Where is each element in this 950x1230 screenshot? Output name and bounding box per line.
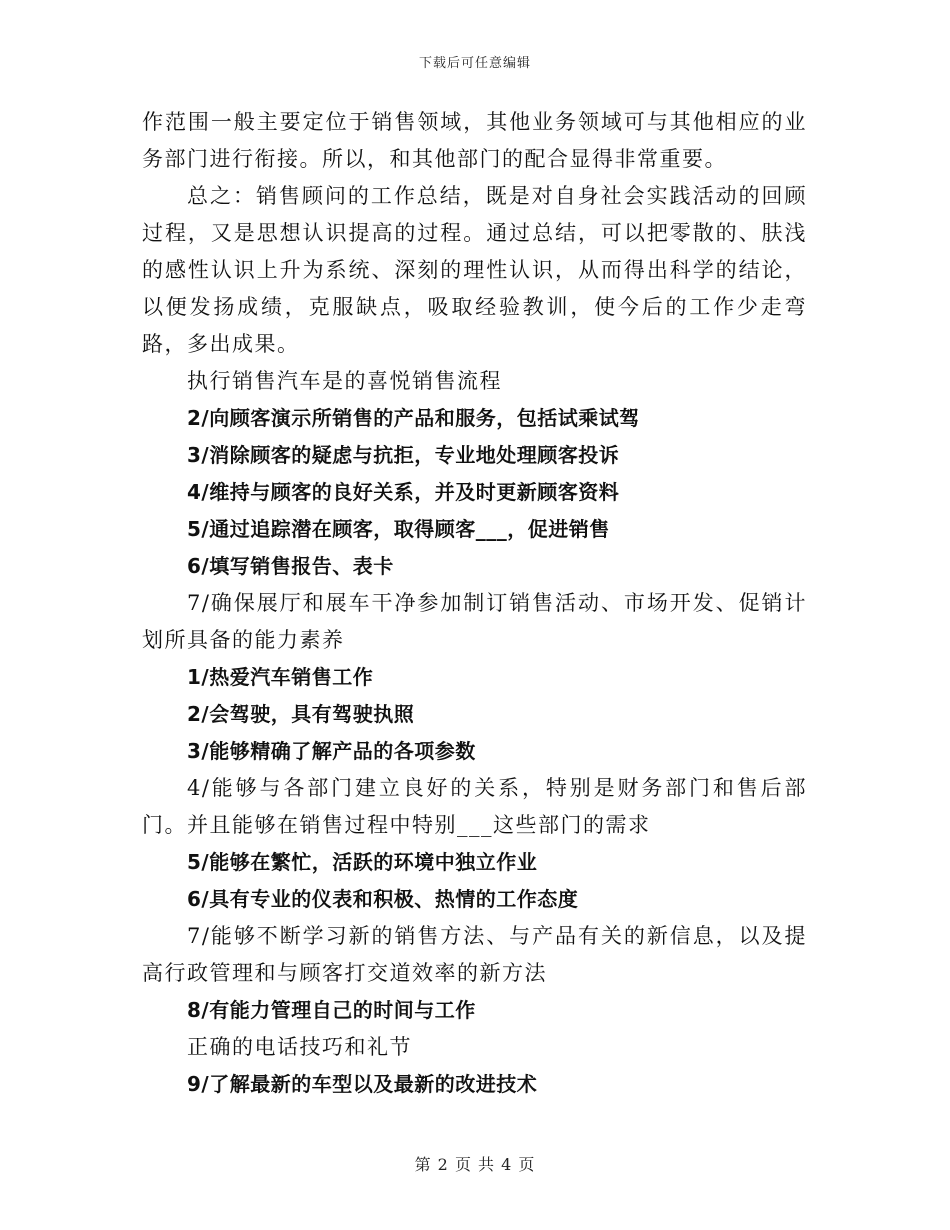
page-header: 下载后可任意编辑: [418, 56, 531, 71]
paragraph-phone-skills: 正确的电话技巧和礼节: [187, 1035, 412, 1059]
document-body: [142, 104, 807, 1103]
list-item-process-2: 2/向顾客演示所销售的产品和服务，包括试乘试驾: [187, 406, 640, 430]
paragraph-process-heading: 执行销售汽车是的喜悦销售流程: [187, 369, 502, 393]
page-footer: 第 2 页 共 4 页: [414, 1155, 536, 1174]
list-item-process-6: 6/填写销售报告、表卡: [187, 554, 394, 578]
list-item-skill-8: 8/有能力管理自己的时间与工作: [187, 998, 476, 1022]
list-item-process-4: 4/维持与顾客的良好关系，并及时更新顾客资料: [187, 480, 620, 504]
list-item-skill-3: 3/能够精确了解产品的各项参数: [187, 739, 476, 763]
list-item-skill-7: 7/能够不断学习新的销售方法、与产品有关的新信息，以及提高行政管理和与顾客打交道效率的新方法: [142, 924, 807, 985]
list-item-process-3: 3/消除顾客的疑虑与抗拒，专业地处理顾客投诉: [187, 443, 620, 467]
list-item-skill-4: 4/能够与各部门建立良好的关系，特别是财务部门和售后部门。并且能够在销售过程中特别___这些部门的需求: [142, 776, 807, 837]
list-item-process-5: 5/通过追踪潜在顾客，取得顾客___，促进销售: [187, 517, 610, 541]
paragraph-1: 作范围一般主要定位于销售领域，其他业务领域可与其他相应的业务部门进行衔接。所以，和其他部门的配合显得非常重要。: [142, 110, 807, 171]
list-item-skill-1: 1/热爱汽车销售工作: [187, 665, 374, 689]
paragraph-summary: 总之：销售顾问的工作总结，既是对自身社会实践活动的回顾过程，又是思想认识提高的过程。通过总结，可以把零散的、肤浅的感性认识上升为系统、深刻的理性认识，从而得出科学的结论，以便发扬成绩，克服缺点，吸取经验教训，使今后的工作少走弯路，多出成果。: [142, 184, 807, 356]
list-item-skill-9: 9/了解最新的车型以及最新的改进技术: [187, 1072, 538, 1096]
list-item-skill-5: 5/能够在繁忙，活跃的环境中独立作业: [187, 850, 538, 874]
list-item-skill-6: 6/具有专业的仪表和积极、热情的工作态度: [187, 887, 579, 911]
list-item-skill-2: 2/会驾驶，具有驾驶执照: [187, 702, 415, 726]
list-item-process-7: 7/确保展厅和展车干净参加制订销售活动、市场开发、促销计划所具备的能力素养: [142, 591, 807, 652]
